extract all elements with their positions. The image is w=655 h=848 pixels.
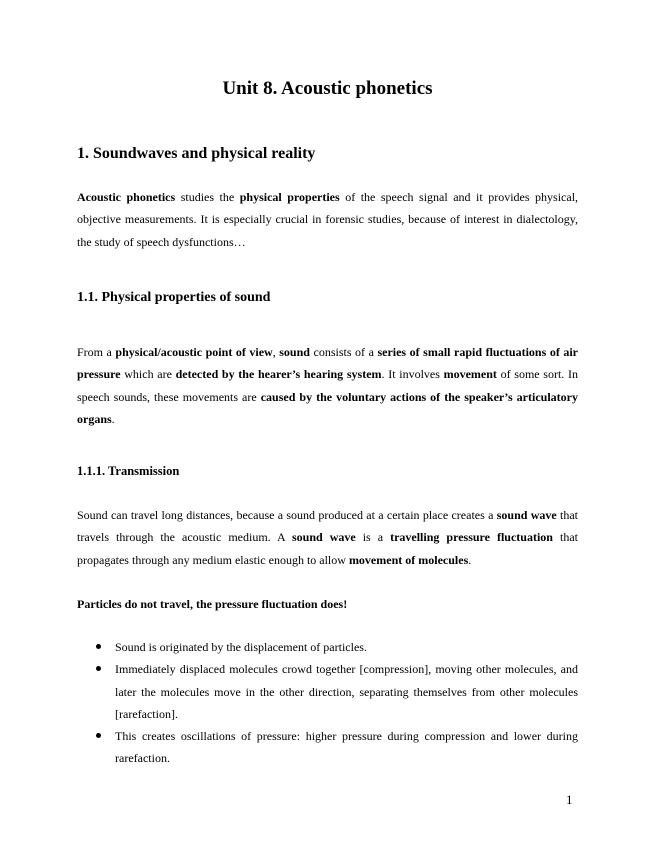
page-number: 1 [566,792,573,807]
list-item-text: Immediately displaced molecules crowd together [compression], moving other molecules, and later the molecules move in the other direction, separating themselves from other molecules [rarefaction]. [115,662,578,721]
text-run: physical/acoustic point of view [115,345,273,359]
text-run: . [111,411,115,426]
list-item [77,658,578,725]
text-run: physical properties [239,190,340,204]
text-run: series of small rapid fluctuations of air pressure [77,345,579,382]
list-item-text: This creates oscillations of pressure: higher pressure during compression and lower during rarefaction. [115,729,578,766]
section-heading-soundwaves: 1. Soundwaves and physical reality [77,145,316,162]
bullet-icon [96,644,101,649]
page-title: Unit 8. Acoustic phonetics [222,78,433,99]
bullet-icon [96,666,101,671]
text-run: is a [355,530,391,545]
paragraph-transmission [77,504,578,571]
text-run: Acoustic phonetics [77,190,176,204]
paragraph-sound-definition [77,341,578,430]
list-item [77,725,578,770]
text-run: , [272,345,280,359]
text-run: of some sort. In speech sounds, these movements are [77,367,578,404]
text-run: that propagates through any medium elastic enough to allow [77,530,578,567]
subsubsection-heading-transmission: 1.1.1. Transmission [77,464,180,478]
text-run: From a [77,345,116,359]
text-run: studies the [175,190,240,204]
text-run: that travels through the acoustic medium. A [77,508,579,545]
subsection-heading-physical-properties: 1.1. Physical properties of sound [77,290,271,305]
text-run: . It involves [381,367,444,382]
emphasis-line: Particles do not travel, the pressure fluctuation does! [77,597,348,611]
text-run: detected by the hearer’s hearing system [175,367,382,382]
bullet-list [77,636,578,770]
list-item [77,636,578,658]
text-run: movement [443,367,497,382]
text-run: movement of molecules [348,552,469,567]
text-run: sound wave [496,508,557,522]
bullet-icon [96,733,101,738]
paragraph-acoustic-phonetics [77,186,578,253]
text-run: of the speech signal and it provides physical, objective measurements. It is especially crucial in forensic studies, because of interest in dialectology, the study of speech dysfunctions… [77,190,579,249]
text-run: . [468,552,472,567]
text-run: which are [120,367,176,382]
text-run: sound [279,345,310,359]
text-run: consists of a [309,345,378,359]
text-run: caused by the voluntary actions of the speaker’s articulatory organs [77,389,578,426]
list-item-text: Sound is originated by the displacement of particles. [115,640,367,654]
text-run: travelling pressure fluctuation [390,530,553,545]
text-run: sound wave [292,530,356,545]
text-run: Sound can travel long distances, because a sound produced at a certain place creates a [77,508,497,522]
